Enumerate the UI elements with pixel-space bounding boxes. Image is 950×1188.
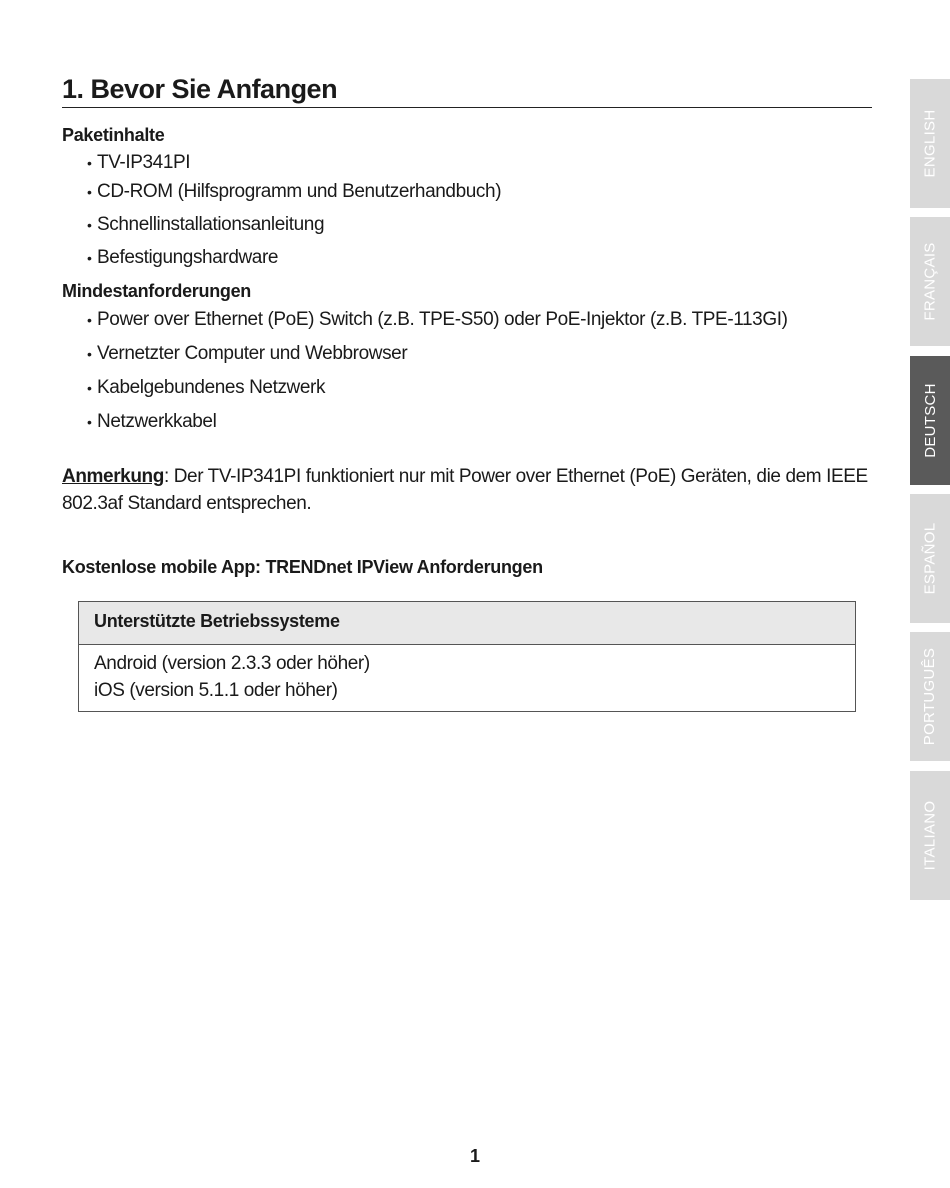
note-text: : Der TV-IP341PI funktioniert nur mit Power over Ethernet (PoE) Geräten, die dem IEEE 802.3af Standard entsprechen. (62, 466, 868, 514)
requirements-list (87, 308, 872, 434)
tab-deutsch[interactable] (910, 356, 950, 485)
list-item: • Befestigungshardware (87, 247, 279, 268)
tab-label: ENGLISH (921, 109, 939, 178)
tab-english[interactable] (910, 79, 950, 208)
bullet-icon: • (87, 380, 92, 396)
page-content (62, 72, 872, 712)
table-body (79, 645, 855, 711)
tab-label: FRANÇAIS (921, 242, 939, 321)
list-item: • Vernetzter Computer und Webbrowser (87, 343, 408, 364)
tab-portugues[interactable] (910, 632, 950, 761)
tab-francais[interactable] (910, 217, 950, 346)
list-item: • CD-ROM (Hilfsprogramm und Benutzerhandbuch) (87, 181, 502, 202)
bullet-icon: • (87, 414, 92, 430)
list-item: • Netzwerkkabel (87, 411, 217, 432)
supported-os-table (78, 601, 856, 712)
list-item: • Kabelgebundenes Netzwerk (87, 377, 326, 398)
requirements-heading: Mindestanforderungen (62, 281, 252, 301)
table-header: Unterstützte Betriebssysteme (79, 602, 855, 645)
list-item: • Schnellinstallationsanleitung (87, 214, 325, 235)
page-number: 1 (469, 1146, 480, 1166)
bullet-icon: • (87, 346, 92, 362)
page-title: 1. Bevor Sie Anfangen (62, 72, 872, 108)
tab-italiano[interactable] (910, 771, 950, 900)
tab-espanol[interactable] (910, 494, 950, 623)
bullet-icon: • (87, 184, 92, 200)
note-label: Anmerkung (62, 466, 164, 487)
table-row: Android (version 2.3.3 oder höher) (94, 653, 370, 674)
tab-label: DEUTSCH (921, 383, 939, 458)
package-contents-list (87, 151, 872, 270)
tab-label: ITALIANO (921, 800, 939, 871)
bullet-icon: • (87, 217, 92, 233)
table-row: iOS (version 5.1.1 oder höher) (94, 680, 338, 701)
mobile-app-heading: Kostenlose mobile App: TRENDnet IPView Anforderungen (62, 557, 543, 577)
tab-label: ESPAÑOL (921, 522, 939, 595)
tab-label: PORTUGUÊS (921, 647, 939, 746)
note-paragraph (62, 463, 872, 517)
list-item: • TV-IP341PI (87, 152, 191, 173)
list-item: • Power over Ethernet (PoE) Switch (z.B. TPE-S50) oder PoE-Injektor (z.B. TPE-113GI) (87, 309, 788, 330)
bullet-icon: • (87, 312, 92, 328)
package-contents-heading: Paketinhalte (62, 125, 165, 145)
bullet-icon: • (87, 250, 92, 266)
bullet-icon: • (87, 155, 92, 171)
